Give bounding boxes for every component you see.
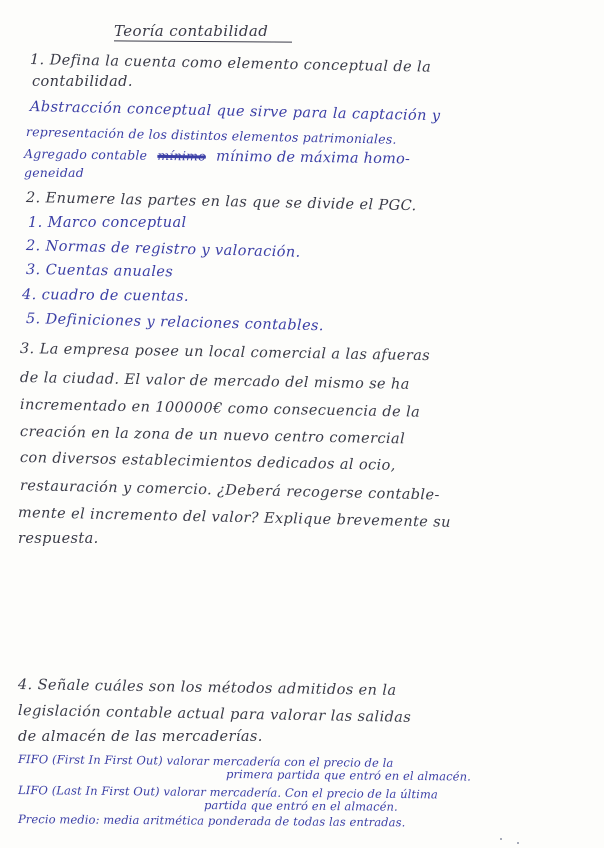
question-4-line-1: 4. Señale cuáles son los métodos admitidos en la	[17, 677, 397, 699]
question-3-line-7: mente el incremento del valor? Explique brevemente su	[17, 505, 452, 531]
answer-4-fifo-line-2: primera partida que entró en el almacén.	[225, 767, 471, 784]
answer-1-line-1: Abstracción conceptual que sirve para la captación y	[29, 99, 441, 125]
answer-1-agregado: Agregado contable	[23, 146, 148, 163]
answer-4-precio-medio: Precio medio: media aritmética ponderada de todas las entradas.	[17, 812, 406, 830]
question-3-line-6: restauración y comercio. ¿Deberá recogerse contable-	[19, 478, 440, 504]
answer-2-item-5: 5. Definiciones y relaciones contables.	[25, 311, 325, 335]
question-1-line-2: contabilidad.	[32, 74, 133, 90]
scan-speck	[517, 842, 519, 844]
answer-4-lifo-line-2: partida que entró en el almacén.	[203, 798, 398, 814]
question-3-line-2: de la ciudad. El valor de mercado del mismo se ha	[19, 370, 410, 393]
question-4-line-3: de almacén de las mercaderías.	[18, 729, 263, 745]
answer-1-line-4: geneidad	[24, 165, 84, 180]
scan-speck	[500, 838, 502, 840]
question-3-line-8: respuesta.	[18, 531, 99, 547]
question-2-line-1: 2. Enumere las partes en las que se divide el PGC.	[25, 190, 417, 215]
answer-4-lifo-line-1: LIFO (Last In First Out) valorar mercadería. Con el precio de la última	[17, 783, 439, 802]
question-4-line-2: legislación contable actual para valorar las salidas	[17, 703, 412, 726]
question-1-line-1: 1. Defina la cuenta como elemento conceptual de la	[29, 52, 432, 76]
answer-2-item-1: 1. Marco conceptual	[28, 215, 187, 231]
answer-4-fifo-line-1: FIFO (First In First Out) valorar mercadería con el precio de la	[17, 752, 394, 770]
answer-1-line-2: representación de los distintos elementos patrimoniales.	[25, 124, 397, 147]
answer-2-item-4: 4. cuadro de cuentas.	[21, 287, 189, 305]
question-3-line-1: 3. La empresa posee un local comercial a las afueras	[19, 341, 431, 365]
question-3-line-3: incrementado en 100000€ como consecuencia de la	[19, 397, 421, 421]
title-underline	[114, 40, 292, 42]
question-3-line-4: creación en la zona de un nuevo centro comercial	[19, 424, 406, 448]
question-3-line-5: con diversos establecimientos dedicados al ocio,	[19, 450, 396, 474]
answer-1-crossed-out-word: mínimo	[157, 147, 206, 164]
answer-2-item-3: 3. Cuentas anuales	[25, 262, 174, 281]
page-title: Teoría contabilidad	[114, 22, 269, 40]
answer-1-minimo: mínimo de máxima homo-	[215, 148, 411, 168]
answer-2-item-2: 2. Normas de registro y valoración.	[25, 238, 301, 261]
